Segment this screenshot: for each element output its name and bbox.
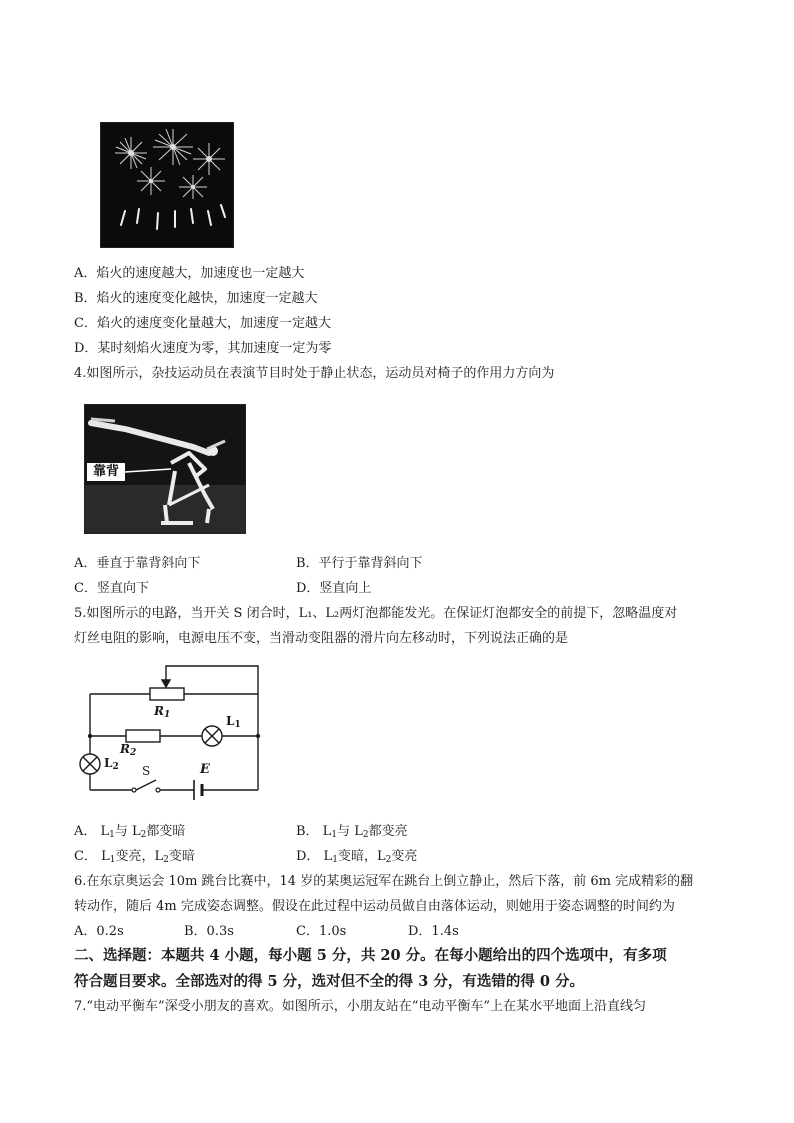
q4-option-c: C．竖直向下 [74, 581, 149, 596]
q5-option-b: B． $L_1$与 $L_2$都变亮 [296, 824, 408, 840]
r1-resistor [150, 688, 184, 700]
q5-option-a: A． $L_1$与 $L_2$都变暗 [74, 824, 186, 840]
q3-option-d: D．某时刻焰火速度为零，其加速度一定为零 [74, 341, 332, 356]
circuit-diagram [74, 660, 274, 810]
acrobat-photo [84, 404, 246, 534]
q7-stem-line1: 7.“电动平衡车”深受小朋友的喜欢。如图所示，小朋友站在“电动平衡车”上在某水平地面上沿直线匀 [74, 999, 646, 1014]
battery-label: E [200, 762, 210, 777]
backrest-label: 靠背 [92, 464, 119, 479]
q6-option-c: C．1.0s [296, 924, 347, 939]
section2-heading-line1: 二、选择题：本题共 4 小题，每小题 5 分，共 20 分。在每小题给出的四个选项中，有多项 [74, 947, 667, 964]
slider-arrow [162, 680, 170, 687]
r2-resistor [126, 730, 160, 742]
q5-stem-line2: 灯丝电阻的影响，电源电压不变，当滑动变阻器的滑片向左移动时，下列说法正确的是 [74, 631, 569, 646]
q3-option-b: B．焰火的速度变化越快，加速度一定越大 [74, 291, 318, 306]
section2-heading-line2: 符合题目要求。全部选对的得 5 分，选对但不全的得 3 分，有选错的得 0 分。 [74, 973, 585, 990]
l2-label: $L_2$ [104, 756, 119, 772]
q6-stem-line2: 转动作，随后 4m 完成姿态调整。假设在此过程中运动员做自由落体运动，则她用于姿态调整的时间约为 [74, 899, 675, 914]
fireworks-photo [100, 122, 234, 248]
r1-label: $R_1$ [154, 704, 171, 720]
q3-option-a: A．焰火的速度越大，加速度也一定越大 [74, 266, 305, 281]
q4-option-b: B．平行于靠背斜向下 [296, 556, 423, 571]
q6-option-d: D．1.4s [408, 924, 459, 939]
switch-s [136, 780, 156, 790]
q6-stem-line1: 6.在东京奥运会 10m 跳台比赛中，14 岁的某奥运冠军在跳台上倒立静止，然后下落，前 6m 完成精彩的翻 [74, 874, 694, 889]
switch-label: S [142, 764, 151, 778]
q4-option-a: A．垂直于靠背斜向下 [74, 556, 201, 571]
q5-option-d: D． $L_1$变暗，$L_2$变亮 [296, 849, 418, 865]
l1-label: $L_1$ [226, 714, 241, 730]
q5-stem-line1: 5.如图所示的电路，当开关 S 闭合时，L₁、L₂两灯泡都能发光。在保证灯泡都安全的前提下，忽略温度对 [74, 606, 678, 621]
q6-option-a: A．0.2s [74, 924, 124, 939]
q3-option-c: C．焰火的速度变化量越大，加速度一定越大 [74, 316, 331, 331]
q6-option-b: B．0.3s [184, 924, 234, 939]
r2-label: $R_2$ [120, 742, 137, 758]
q4-stem: 4.如图所示，杂技运动员在表演节目时处于静止状态，运动员对椅子的作用力方向为 [74, 366, 555, 381]
q5-option-c: C． $L_1$变亮，$L_2$变暗 [74, 849, 195, 865]
q4-option-d: D．竖直向上 [296, 581, 372, 596]
